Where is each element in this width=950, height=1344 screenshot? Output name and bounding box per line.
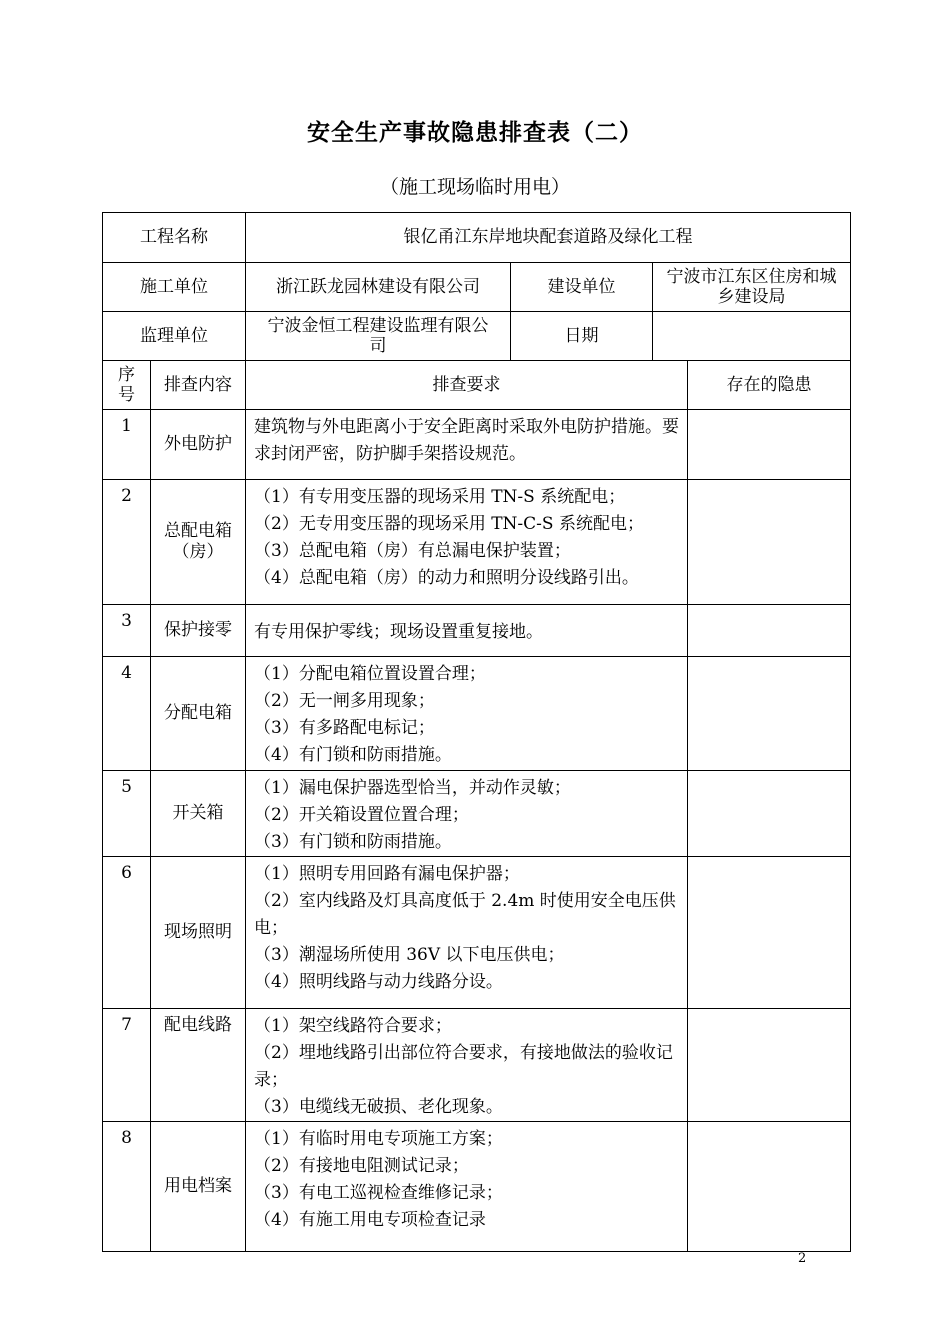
contractor-row (103, 263, 851, 312)
table-row (103, 410, 851, 480)
inspection-item: 开关箱 (151, 771, 246, 857)
requirement-line: （2）室内线路及灯具高度低于 2.4m 时使用安全电压供电； (254, 891, 676, 938)
requirement-line: （1）架空线路符合要求； (254, 1016, 452, 1036)
page-number: 2 (798, 1251, 807, 1266)
requirement-cell (246, 857, 688, 1009)
inspection-item: 分配电箱 (151, 657, 246, 771)
document-title: 安全生产事故隐患排查表（二） (307, 119, 643, 146)
requirement-line: （2）有接地电阻测试记录； (254, 1156, 469, 1176)
supervisor-row (103, 312, 851, 361)
requirement-line: （3）有门锁和防雨措施。 (254, 832, 452, 852)
requirement-cell (246, 410, 688, 480)
requirement-cell (246, 480, 688, 605)
requirement-cell (246, 657, 688, 771)
row-number: 8 (103, 1122, 151, 1252)
requirement-line: （2）无专用变压器的现场采用 TN-C-S 系统配电； (254, 514, 644, 534)
row-number: 6 (103, 857, 151, 1009)
row-number: 3 (103, 605, 151, 657)
content-header: 排查内容 (151, 361, 246, 410)
row-number: 4 (103, 657, 151, 771)
table-row (103, 771, 851, 857)
hazard-cell (688, 605, 851, 657)
inspection-item: 现场照明 (151, 857, 246, 1009)
table-row (103, 657, 851, 771)
row-number: 5 (103, 771, 151, 857)
requirements-header: 排查要求 (246, 361, 688, 410)
project-name-row (103, 213, 851, 263)
hazard-cell (688, 1009, 851, 1122)
requirement-line: （3）总配电箱（房）有总漏电保护装置； (254, 541, 571, 561)
inspection-item: 保护接零 (151, 605, 246, 657)
project-name-value: 银亿甬江东岸地块配套道路及绿化工程 (246, 213, 851, 263)
contractor-label: 施工单位 (103, 263, 246, 312)
requirement-line: （1）漏电保护器选型恰当，并动作灵敏； (254, 778, 571, 798)
requirement-line: （4）有门锁和防雨措施。 (254, 745, 452, 765)
requirement-cell (246, 1009, 688, 1122)
inspection-item: 配电线路 (151, 1009, 246, 1122)
hazards-header: 存在的隐患 (688, 361, 851, 410)
requirement-cell (246, 605, 688, 657)
supervisor-value: 宁波金恒工程建设监理有限公司 (246, 312, 511, 361)
hazard-cell (688, 480, 851, 605)
supervisor-label: 监理单位 (103, 312, 246, 361)
seq-header: 序号 (103, 361, 151, 410)
requirement-line: （4）有施工用电专项检查记录 (254, 1210, 486, 1230)
row-number: 2 (103, 480, 151, 605)
hazard-cell (688, 657, 851, 771)
owner-value: 宁波市江东区住房和城乡建设局 (653, 263, 851, 312)
header-row (103, 361, 851, 410)
date-value (653, 312, 851, 361)
requirement-line: 建筑物与外电距离小于安全距离时采取外电防护措施。要求封闭严密，防护脚手架搭设规范。 (254, 417, 679, 464)
table-row (103, 480, 851, 605)
requirement-cell (246, 771, 688, 857)
inspection-table (102, 212, 851, 1252)
table-row (103, 605, 851, 657)
inspection-item: 用电档案 (151, 1122, 246, 1252)
requirement-line: （3）潮湿场所使用 36V 以下电压供电； (254, 945, 565, 965)
requirement-line: 有专用保护零线；现场设置重复接地。 (254, 622, 543, 642)
table-row (103, 1122, 851, 1252)
requirement-line: （3）有电工巡视检查维修记录； (254, 1183, 503, 1203)
requirement-line: （4）照明线路与动力线路分设。 (254, 972, 503, 992)
row-number: 1 (103, 410, 151, 480)
date-label: 日期 (511, 312, 653, 361)
requirement-line: （1）有临时用电专项施工方案； (254, 1129, 503, 1149)
contractor-value: 浙江跃龙园林建设有限公司 (246, 263, 511, 312)
inspection-item: 外电防护 (151, 410, 246, 480)
requirement-line: （2）无一闸多用现象； (254, 691, 435, 711)
table-row (103, 857, 851, 1009)
hazard-cell (688, 410, 851, 480)
requirement-cell (246, 1122, 688, 1252)
project-name-label: 工程名称 (103, 213, 246, 263)
requirement-line: （2）埋地线路引出部位符合要求，有接地做法的验收记录； (254, 1043, 673, 1090)
requirement-line: （1）有专用变压器的现场采用 TN-S 系统配电； (254, 487, 626, 507)
requirement-line: （2）开关箱设置位置合理； (254, 805, 469, 825)
requirement-line: （3）有多路配电标记； (254, 718, 435, 738)
hazard-cell (688, 771, 851, 857)
requirement-line: （1）照明专用回路有漏电保护器； (254, 864, 520, 884)
requirement-line: （3）电缆线无破损、老化现象。 (254, 1097, 503, 1117)
hazard-cell (688, 1122, 851, 1252)
document-subtitle: （施工现场临时用电） (379, 176, 570, 198)
owner-label: 建设单位 (511, 263, 653, 312)
requirement-line: （1）分配电箱位置设置合理； (254, 664, 486, 684)
hazard-cell (688, 857, 851, 1009)
requirement-line: （4）总配电箱（房）的动力和照明分设线路引出。 (254, 568, 639, 588)
inspection-item: 总配电箱（房） (151, 480, 246, 605)
table-row (103, 1009, 851, 1122)
row-number: 7 (103, 1009, 151, 1122)
